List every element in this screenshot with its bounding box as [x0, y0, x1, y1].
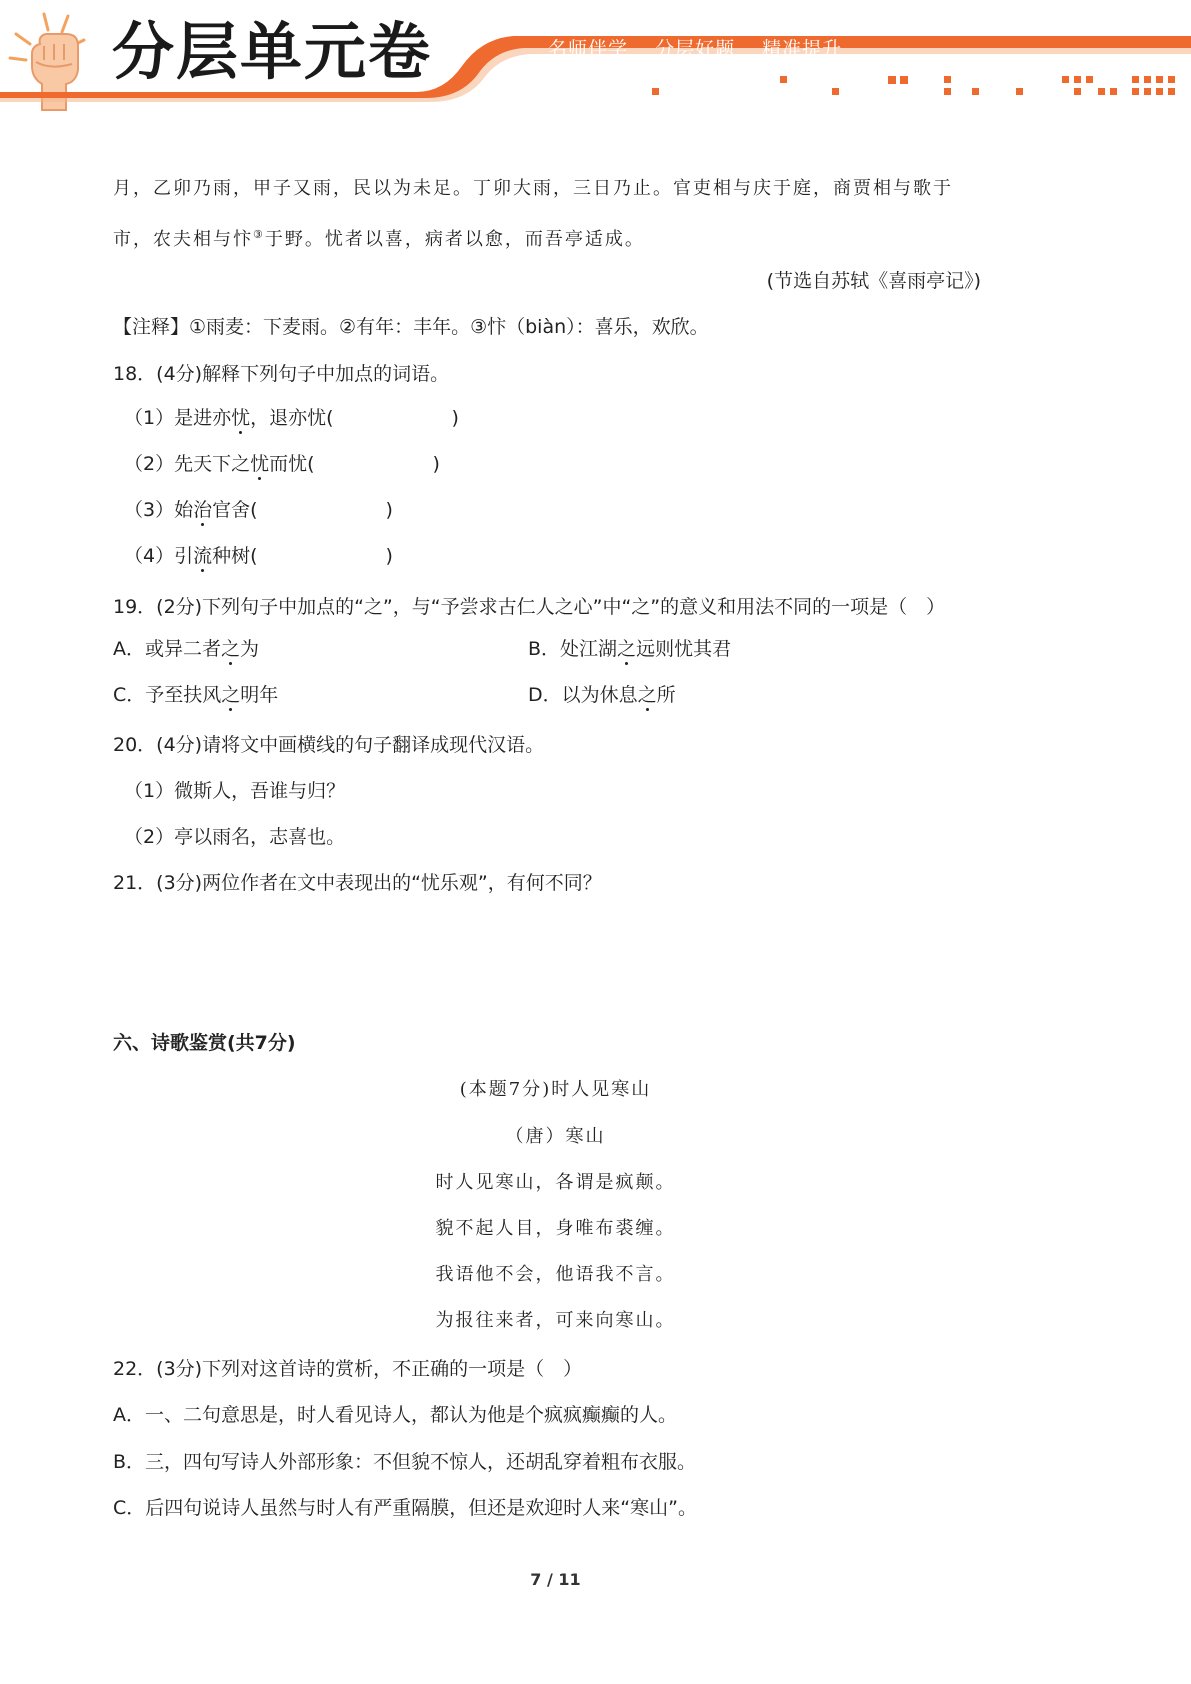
dotted-word: 忧: [231, 407, 251, 429]
q19-option-c: [113, 682, 278, 708]
item-text: 引: [174, 545, 194, 567]
q19-option-d: [528, 682, 676, 708]
page-number: 7 / 11: [530, 1570, 581, 1589]
q20-item-1: （1）微斯人，吾谁与归？: [124, 780, 346, 802]
poem-author: （唐）寒山: [505, 1126, 606, 1147]
passage-source: (节选自苏轼《喜雨亭记》): [766, 270, 981, 292]
q22-option-a: A．一、二句意思是，时人看见诗人，都认为他是个疯疯癫癫的人。: [113, 1404, 677, 1426]
poem-line-3: 我语他不会，他语我不言。: [435, 1264, 676, 1285]
footnote-marker: ③: [253, 228, 265, 241]
slogan-1: 名师伴学: [548, 38, 629, 60]
q22-option-c: C．后四句说诗人虽然与时人有严重隔膜，但还是欢迎时人来“寒山”。: [113, 1497, 697, 1519]
option-text: 远则忧其君: [636, 638, 732, 660]
dotted-word: 之: [221, 638, 241, 660]
option-text: 明年: [240, 684, 279, 706]
option-text: C．予至扶风: [113, 684, 222, 706]
item-text: ，退亦忧(: [250, 407, 334, 429]
dotted-word: 之: [637, 684, 657, 706]
item-text: 种树(: [212, 545, 258, 567]
poem-line-4: 为报往来者，可来向寒山。: [435, 1310, 676, 1331]
q19-option-a: [113, 636, 259, 662]
item-text: ): [385, 499, 393, 521]
brand-title: 分层单元卷: [112, 15, 433, 88]
item-number: （3）: [124, 499, 175, 521]
item-text: ): [385, 545, 393, 567]
poem-line-2: 貌不起人目，身唯布裘缠。: [435, 1218, 676, 1239]
option-text: A．或异二者: [113, 638, 221, 660]
item-text: 官舍(: [212, 499, 258, 521]
dotted-word: 之: [617, 638, 637, 660]
poem-line-1: 时人见寒山，各谓是疯颠。: [435, 1172, 676, 1193]
q19-stem: 19．(2分)下列句子中加点的“之”，与“予尝求古仁人之心”中“之”的意义和用法不同的一项是（ ）: [113, 596, 946, 618]
passage-line-2-before: 市，农夫相与忭: [113, 229, 253, 250]
item-text: 先天下之: [174, 453, 251, 475]
item-number: （2）: [124, 453, 175, 475]
item-text: 而忧(: [269, 453, 315, 475]
item-text: ): [432, 453, 440, 475]
dotted-word: 之: [221, 684, 241, 706]
option-text: 为: [240, 638, 260, 660]
q18-item-3: [124, 497, 393, 523]
option-text: B．处江湖: [528, 638, 618, 660]
option-text: 所: [656, 684, 676, 706]
dotted-word: 治: [193, 499, 213, 521]
q21-stem: 21．(3分)两位作者在文中表现出的“忧乐观”，有何不同？: [113, 872, 602, 894]
slogan-2: 分层好题: [655, 38, 736, 60]
dotted-word: 流: [193, 545, 213, 567]
q22-stem: 22．(3分)下列对这首诗的赏析，不正确的一项是（ ）: [113, 1358, 583, 1380]
q20-stem: 20．(4分)请将文中画横线的句子翻译成现代汉语。: [113, 734, 545, 756]
poem-title: (本题7分)时人见寒山: [459, 1079, 652, 1100]
item-number: （1）: [124, 407, 175, 429]
q22-option-b: B．三，四句写诗人外部形象：不但貌不惊人，还胡乱穿着粗布衣服。: [113, 1451, 697, 1473]
q19-option-b: [528, 636, 731, 662]
passage-note: 【注释】①雨麦：下麦雨。②有年：丰年。③忭（biàn）：喜乐，欢欣。: [113, 316, 709, 338]
option-text: D．以为休息: [528, 684, 638, 706]
q20-item-2: （2）亭以雨名，志喜也。: [124, 826, 346, 848]
q18-stem: 18．(4分)解释下列句子中加点的词语。: [113, 363, 450, 385]
item-text: 是进亦: [174, 407, 232, 429]
passage-line-2-after: 于野。忧者以喜，病者以愈，而吾亭适成。: [264, 229, 645, 250]
item-number: （4）: [124, 545, 175, 567]
section-6-heading: 六、诗歌鉴赏(共7分): [113, 1032, 296, 1054]
passage-line-1: 月，乙卯乃雨，甲子又雨，民以为未足。丁卯大雨，三日乃止。官吏相与庆于庭，商贾相与歌于: [113, 178, 953, 199]
slogan-3: 精准提升: [762, 38, 843, 60]
q18-item-1: [124, 405, 459, 431]
q18-item-4: [124, 543, 393, 569]
item-text: 始: [174, 499, 194, 521]
dotted-word: 忧: [250, 453, 270, 475]
item-text: ): [451, 407, 459, 429]
q18-item-2: [124, 451, 440, 477]
passage-line-2: [113, 222, 645, 253]
